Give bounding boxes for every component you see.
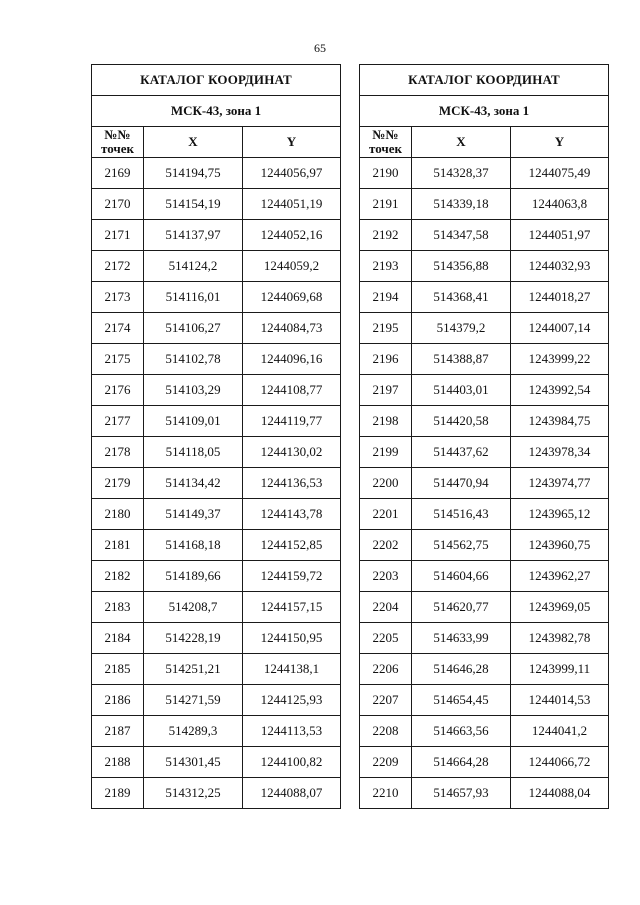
point-number-cell: 2190	[360, 158, 412, 189]
table-row	[360, 499, 609, 530]
y-coordinate-cell: 1243999,22	[511, 344, 609, 375]
table-row	[360, 251, 609, 282]
y-coordinate-cell: 1244032,93	[511, 251, 609, 282]
catalog-title: КАТАЛОГ КООРДИНАТ	[360, 65, 609, 96]
y-coordinate-cell: 1243999,11	[511, 654, 609, 685]
table-row	[360, 158, 609, 189]
table-row	[360, 282, 609, 313]
y-coordinate-cell: 1244088,07	[243, 778, 341, 809]
y-coordinate-cell: 1244084,73	[243, 313, 341, 344]
x-coordinate-cell: 514102,78	[144, 344, 243, 375]
x-coordinate-cell: 514657,93	[412, 778, 511, 809]
y-coordinate-cell: 1244056,97	[243, 158, 341, 189]
x-coordinate-cell: 514368,41	[412, 282, 511, 313]
x-coordinate-cell: 514470,94	[412, 468, 511, 499]
table-row	[360, 716, 609, 747]
x-coordinate-cell: 514379,2	[412, 313, 511, 344]
header-x: X	[412, 127, 511, 158]
x-coordinate-cell: 514516,43	[412, 499, 511, 530]
table-row	[92, 716, 341, 747]
point-number-cell: 2198	[360, 406, 412, 437]
x-coordinate-cell: 514194,75	[144, 158, 243, 189]
x-coordinate-cell: 514312,25	[144, 778, 243, 809]
point-number-cell: 2195	[360, 313, 412, 344]
table-row	[92, 344, 341, 375]
point-number-cell: 2203	[360, 561, 412, 592]
point-number-cell: 2184	[92, 623, 144, 654]
point-number-cell: 2188	[92, 747, 144, 778]
y-coordinate-cell: 1244108,77	[243, 375, 341, 406]
y-coordinate-cell: 1243965,12	[511, 499, 609, 530]
table-row	[360, 406, 609, 437]
x-coordinate-cell: 514103,29	[144, 375, 243, 406]
header-x: X	[144, 127, 243, 158]
table-row	[360, 344, 609, 375]
point-number-cell: 2204	[360, 592, 412, 623]
y-coordinate-cell: 1243984,75	[511, 406, 609, 437]
point-number-cell: 2177	[92, 406, 144, 437]
table-row	[92, 282, 341, 313]
x-coordinate-cell: 514388,87	[412, 344, 511, 375]
point-number-cell: 2176	[92, 375, 144, 406]
point-number-cell: 2194	[360, 282, 412, 313]
point-number-cell: 2169	[92, 158, 144, 189]
point-number-cell: 2206	[360, 654, 412, 685]
y-coordinate-cell: 1244059,2	[243, 251, 341, 282]
point-number-cell: 2174	[92, 313, 144, 344]
x-coordinate-cell: 514154,19	[144, 189, 243, 220]
table-row	[92, 778, 341, 809]
page-number: 65	[314, 41, 326, 55]
table-row	[92, 468, 341, 499]
y-coordinate-cell: 1244150,95	[243, 623, 341, 654]
point-number-cell: 2208	[360, 716, 412, 747]
x-coordinate-cell: 514271,59	[144, 685, 243, 716]
y-coordinate-cell: 1244088,04	[511, 778, 609, 809]
point-number-cell: 2175	[92, 344, 144, 375]
point-number-cell: 2178	[92, 437, 144, 468]
table-row	[92, 654, 341, 685]
x-coordinate-cell: 514562,75	[412, 530, 511, 561]
x-coordinate-cell: 514620,77	[412, 592, 511, 623]
point-number-cell: 2196	[360, 344, 412, 375]
point-number-cell: 2172	[92, 251, 144, 282]
x-coordinate-cell: 514654,45	[412, 685, 511, 716]
y-coordinate-cell: 1244096,16	[243, 344, 341, 375]
table-row	[92, 623, 341, 654]
table-row	[360, 375, 609, 406]
table-row	[92, 189, 341, 220]
x-coordinate-cell: 514356,88	[412, 251, 511, 282]
x-coordinate-cell: 514403,01	[412, 375, 511, 406]
x-coordinate-cell: 514124,2	[144, 251, 243, 282]
point-number-cell: 2209	[360, 747, 412, 778]
point-number-cell: 2200	[360, 468, 412, 499]
point-number-cell: 2171	[92, 220, 144, 251]
y-coordinate-cell: 1244157,15	[243, 592, 341, 623]
x-coordinate-cell: 514109,01	[144, 406, 243, 437]
table-row	[92, 592, 341, 623]
table-row	[360, 313, 609, 344]
table-row	[92, 685, 341, 716]
x-coordinate-cell: 514208,7	[144, 592, 243, 623]
table-row	[92, 499, 341, 530]
point-number-cell: 2192	[360, 220, 412, 251]
point-number-cell: 2183	[92, 592, 144, 623]
x-coordinate-cell: 514633,99	[412, 623, 511, 654]
y-coordinate-cell: 1243962,27	[511, 561, 609, 592]
x-coordinate-cell: 514134,42	[144, 468, 243, 499]
y-coordinate-cell: 1243992,54	[511, 375, 609, 406]
y-coordinate-cell: 1244014,53	[511, 685, 609, 716]
table-row	[92, 530, 341, 561]
point-number-cell: 2180	[92, 499, 144, 530]
table-row	[92, 220, 341, 251]
table-row	[360, 220, 609, 251]
table-row	[360, 468, 609, 499]
x-coordinate-cell: 514149,37	[144, 499, 243, 530]
x-coordinate-cell: 514137,97	[144, 220, 243, 251]
coordinate-catalog-right	[359, 64, 609, 809]
table-row	[92, 437, 341, 468]
point-number-cell: 2205	[360, 623, 412, 654]
header-y: Y	[511, 127, 609, 158]
y-coordinate-cell: 1244136,53	[243, 468, 341, 499]
x-coordinate-cell: 514604,66	[412, 561, 511, 592]
y-coordinate-cell: 1244069,68	[243, 282, 341, 313]
x-coordinate-cell: 514339,18	[412, 189, 511, 220]
y-coordinate-cell: 1244063,8	[511, 189, 609, 220]
y-coordinate-cell: 1244100,82	[243, 747, 341, 778]
table-row	[360, 654, 609, 685]
header-y: Y	[243, 127, 341, 158]
point-number-cell: 2191	[360, 189, 412, 220]
y-coordinate-cell: 1244075,49	[511, 158, 609, 189]
point-number-cell: 2202	[360, 530, 412, 561]
y-coordinate-cell: 1244159,72	[243, 561, 341, 592]
table-row	[92, 251, 341, 282]
table-row	[360, 437, 609, 468]
point-number-cell: 2181	[92, 530, 144, 561]
y-coordinate-cell: 1244051,97	[511, 220, 609, 251]
coordinate-system-label: МСК-43, зона 1	[360, 96, 609, 127]
catalog-title: КАТАЛОГ КООРДИНАТ	[92, 65, 341, 96]
y-coordinate-cell: 1243969,05	[511, 592, 609, 623]
x-coordinate-cell: 514118,05	[144, 437, 243, 468]
table-row	[360, 189, 609, 220]
x-coordinate-cell: 514347,58	[412, 220, 511, 251]
y-coordinate-cell: 1244113,53	[243, 716, 341, 747]
point-number-cell: 2187	[92, 716, 144, 747]
table-row	[360, 530, 609, 561]
x-coordinate-cell: 514106,27	[144, 313, 243, 344]
point-number-cell: 2170	[92, 189, 144, 220]
y-coordinate-cell: 1244066,72	[511, 747, 609, 778]
y-coordinate-cell: 1244041,2	[511, 716, 609, 747]
table-row	[92, 313, 341, 344]
point-number-cell: 2207	[360, 685, 412, 716]
y-coordinate-cell: 1244152,85	[243, 530, 341, 561]
table-row	[92, 406, 341, 437]
x-coordinate-cell: 514228,19	[144, 623, 243, 654]
header-point-number: №№ точек	[360, 127, 412, 158]
y-coordinate-cell: 1244138,1	[243, 654, 341, 685]
x-coordinate-cell: 514168,18	[144, 530, 243, 561]
y-coordinate-cell: 1244119,77	[243, 406, 341, 437]
y-coordinate-cell: 1244143,78	[243, 499, 341, 530]
point-number-cell: 2210	[360, 778, 412, 809]
y-coordinate-cell: 1244130,02	[243, 437, 341, 468]
y-coordinate-cell: 1243982,78	[511, 623, 609, 654]
y-coordinate-cell: 1243974,77	[511, 468, 609, 499]
x-coordinate-cell: 514437,62	[412, 437, 511, 468]
coordinate-system-label: МСК-43, зона 1	[92, 96, 341, 127]
point-number-cell: 2182	[92, 561, 144, 592]
table-row	[360, 561, 609, 592]
table-row	[360, 778, 609, 809]
y-coordinate-cell: 1244051,19	[243, 189, 341, 220]
header-point-number: №№ точек	[92, 127, 144, 158]
point-number-cell: 2201	[360, 499, 412, 530]
point-number-cell: 2197	[360, 375, 412, 406]
point-number-cell: 2189	[92, 778, 144, 809]
table-row	[360, 592, 609, 623]
x-coordinate-cell: 514664,28	[412, 747, 511, 778]
point-number-cell: 2186	[92, 685, 144, 716]
x-coordinate-cell: 514189,66	[144, 561, 243, 592]
x-coordinate-cell: 514289,3	[144, 716, 243, 747]
table-row	[360, 685, 609, 716]
point-number-cell: 2173	[92, 282, 144, 313]
y-coordinate-cell: 1244125,93	[243, 685, 341, 716]
x-coordinate-cell: 514251,21	[144, 654, 243, 685]
y-coordinate-cell: 1244018,27	[511, 282, 609, 313]
y-coordinate-cell: 1243960,75	[511, 530, 609, 561]
y-coordinate-cell: 1243978,34	[511, 437, 609, 468]
table-row	[92, 747, 341, 778]
y-coordinate-cell: 1244052,16	[243, 220, 341, 251]
x-coordinate-cell: 514328,37	[412, 158, 511, 189]
x-coordinate-cell: 514301,45	[144, 747, 243, 778]
table-row	[92, 561, 341, 592]
x-coordinate-cell: 514116,01	[144, 282, 243, 313]
x-coordinate-cell: 514646,28	[412, 654, 511, 685]
table-row	[92, 375, 341, 406]
table-row	[360, 623, 609, 654]
point-number-cell: 2179	[92, 468, 144, 499]
coordinate-catalog-left	[91, 64, 341, 809]
table-row	[92, 158, 341, 189]
point-number-cell: 2185	[92, 654, 144, 685]
y-coordinate-cell: 1244007,14	[511, 313, 609, 344]
table-row	[360, 747, 609, 778]
x-coordinate-cell: 514663,56	[412, 716, 511, 747]
x-coordinate-cell: 514420,58	[412, 406, 511, 437]
point-number-cell: 2199	[360, 437, 412, 468]
point-number-cell: 2193	[360, 251, 412, 282]
